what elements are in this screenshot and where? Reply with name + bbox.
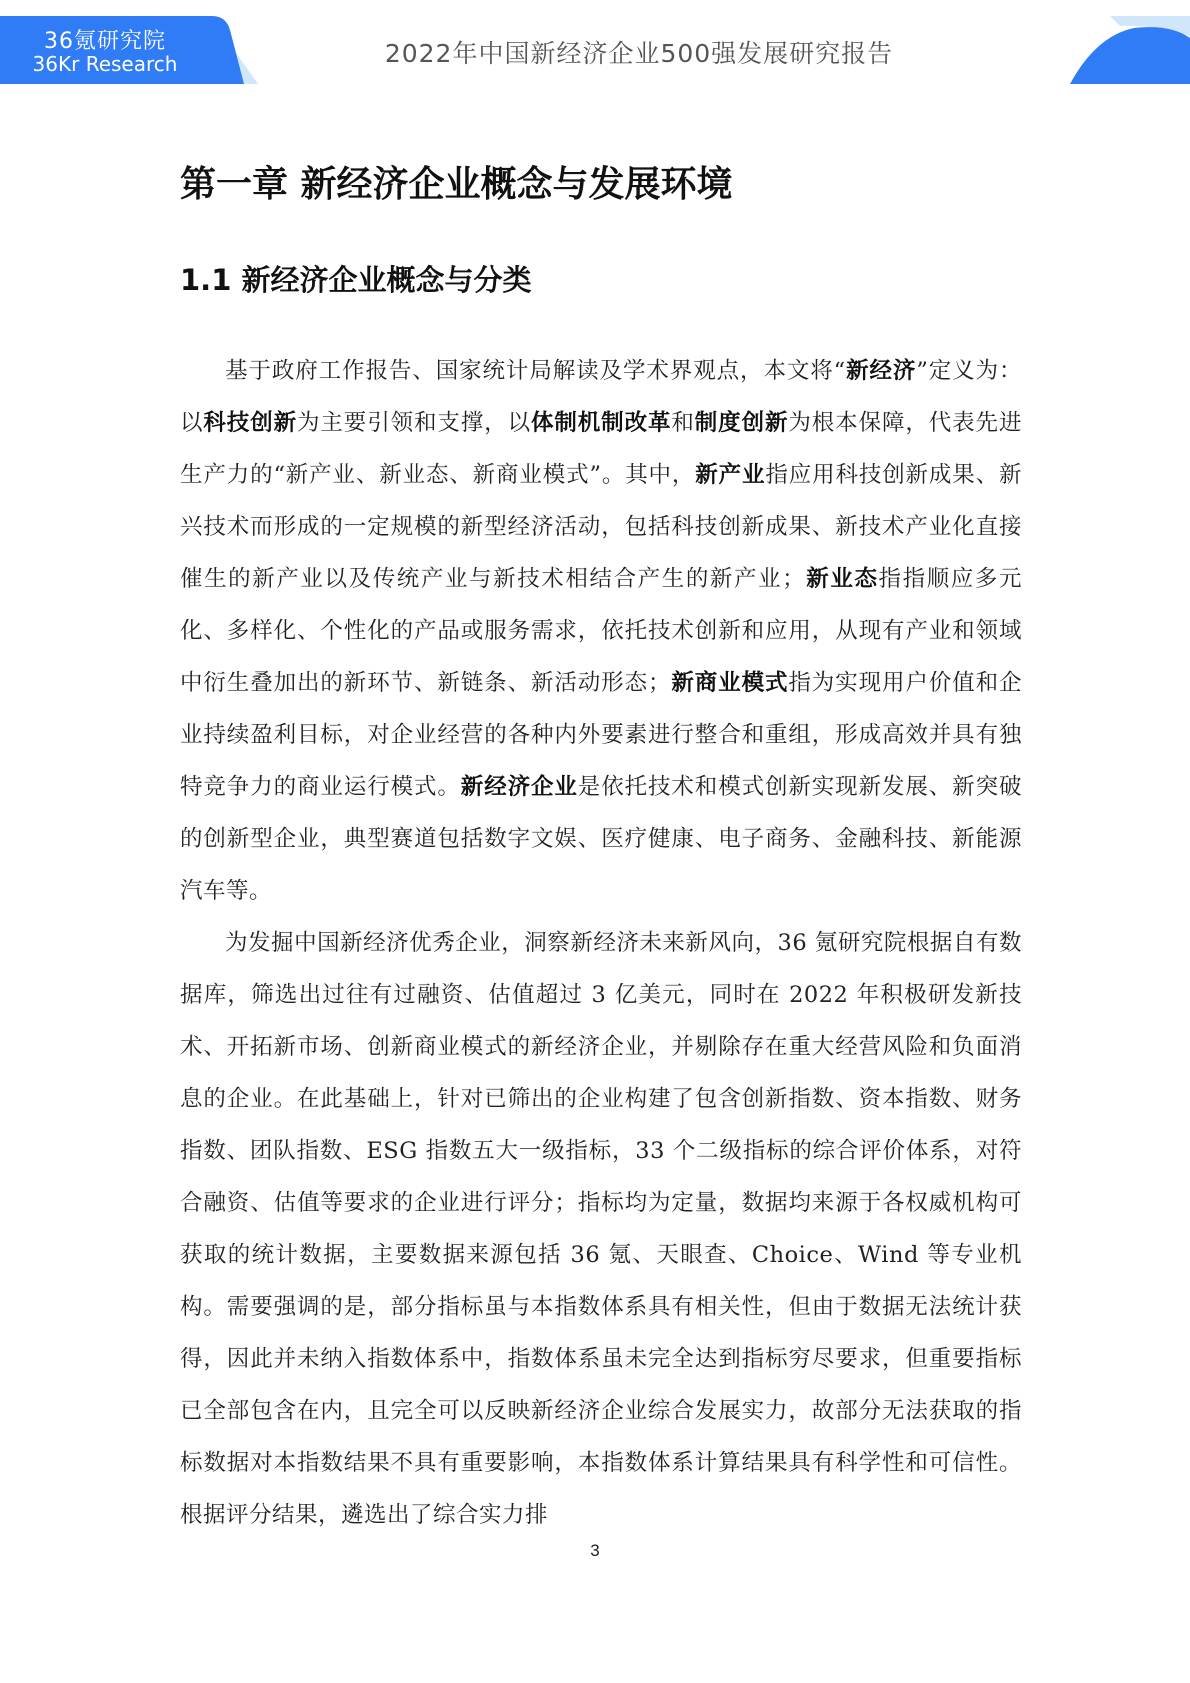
paragraph-2: 为发掘中国新经济优秀企业，洞察新经济未来新风向，36 氪研究院根据自有数据库，筛选出过往有过融资、估值超过 3 亿美元，同时在 2022 年积极研发新技术、开拓新市场、创新商业模式的新经济企业，并剔除存在重大经营风险和负面消息的企业。在此基础上，针对已筛出的企业构建了包含创新指数、资本指数、财务指数、团队指数、ESG 指数五大一级指标，33 个二级指标的综合评价体系，对符合融资、估值等要求的企业进行评分；指标均为定量，数据均来源于各权威机构可获取的统计数据，主要数据来源包括 36 氪、天眼查、Choice、Wind 等专业机构。需要强调的是，部分指标虽与本指数体系具有相关性，但由于数据无法统计获得，因此并未纳入指数体系中，指数体系虽未完全达到指标穷尽要求，但重要指标已全部包含在内，且完全可以反映新经济企业综合发展实力，故部分无法获取的指标数据对本指数结果不具有重要影响，本指数体系计算结果具有科学性和可信性。根据评分结果，遴选出了综合实力排 xyxy=(180,930,1022,1528)
logo-text-en: 36Kr Research xyxy=(32,52,178,76)
text-span: 为主要引领和支撑，以 xyxy=(297,410,531,436)
text-span: ”定义为：以 xyxy=(180,358,1022,436)
bold-term-system-reform: 体制机制改革 xyxy=(530,410,672,436)
bold-term-new-economy-enterprise: 新经济企业 xyxy=(460,774,578,800)
bold-term-new-industry: 新产业 xyxy=(695,462,766,488)
text-span: 指为实现用户价值和企业持续盈利目标，对企业经营的各种内外要素进行整合和重组，形成高效并具有独特竞争力的商业运行模式。 xyxy=(180,670,1022,800)
page-number: 3 xyxy=(590,1541,600,1560)
chapter-title: 第一章 新经济企业概念与发展环境 xyxy=(180,164,733,205)
bold-term-new-business-model: 新商业模式 xyxy=(670,670,789,696)
text-span: 指应用科技创新成果、新兴技术而形成的一定规模的新型经济活动，包括科技创新成果、新技术产业化直接催生的新产业以及传统产业与新技术相结合产生的新产业； xyxy=(180,462,1022,592)
body-text xyxy=(180,345,1022,1541)
logo-badge xyxy=(0,16,258,84)
bold-term-new-format: 新业态 xyxy=(805,566,879,592)
section-title: 1.1 新经济企业概念与分类 xyxy=(180,263,532,297)
text-span: 基于政府工作报告、国家统计局解读及学术界观点，本文将“ xyxy=(225,358,846,384)
text-span: 指指顺应多元化、多样化、个性化的产品或服务需求，依托技术创新和应用，从现有产业和领域中衍生叠加出的新环节、新链条、新活动形态； xyxy=(180,566,1022,696)
bold-term-new-economy: 新经济 xyxy=(845,358,917,384)
paragraph-1 xyxy=(180,345,1022,917)
header-corner-decoration xyxy=(1070,16,1190,84)
report-header-title: 2022年中国新经济企业500强发展研究报告 xyxy=(384,39,894,68)
text-span: 和 xyxy=(671,410,695,436)
bold-term-institutional-innovation: 制度创新 xyxy=(694,410,789,436)
logo-text-cn: 36氪研究院 xyxy=(44,29,166,54)
text-span: 为根本保障，代表先进生产力的“新产业、新业态、新商业模式”。其中， xyxy=(180,410,1022,488)
text-span: 是依托技术和模式创新实现新发展、新突破的创新型企业，典型赛道包括数字文娱、医疗健康、电子商务、金融科技、新能源汽车等。 xyxy=(180,774,1022,904)
bold-term-tech-innovation: 科技创新 xyxy=(203,410,297,436)
